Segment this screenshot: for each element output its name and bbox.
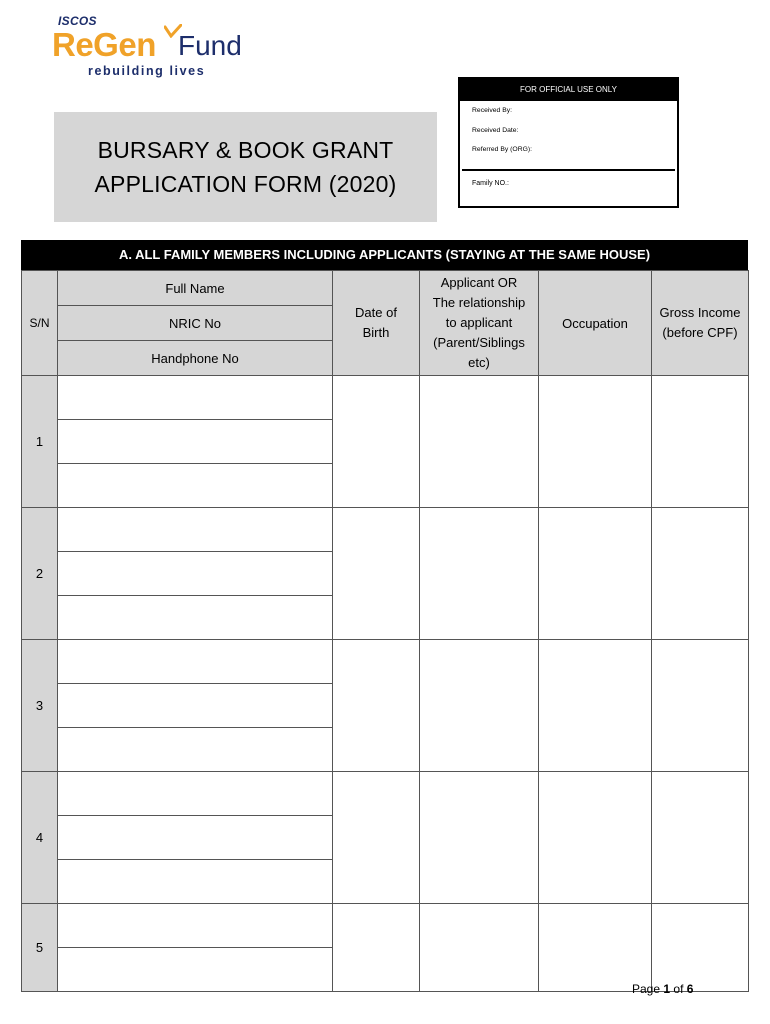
row-number: 5 bbox=[22, 904, 58, 992]
header-rel-line2: The relationship bbox=[432, 295, 526, 310]
page-current: 1 bbox=[663, 982, 671, 996]
date-of-birth-input[interactable] bbox=[333, 376, 420, 508]
header-income-line1: Gross Income bbox=[659, 305, 741, 320]
occupation-input[interactable] bbox=[539, 376, 652, 508]
page-label: Page bbox=[632, 982, 661, 996]
date-of-birth-input[interactable] bbox=[333, 640, 420, 772]
date-of-birth-input[interactable] bbox=[333, 508, 420, 640]
section-a-heading: A. ALL FAMILY MEMBERS INCLUDING APPLICANTS (STAYING AT THE SAME HOUSE) bbox=[21, 240, 748, 270]
logo-brand-main: ReGen bbox=[52, 26, 156, 63]
nric-input[interactable] bbox=[58, 816, 333, 860]
official-use-fields bbox=[462, 101, 675, 171]
received-by-field[interactable]: Received By: bbox=[472, 107, 513, 114]
row-number: 2 bbox=[22, 508, 58, 640]
logo-brand-sub: Fund bbox=[178, 30, 242, 61]
header-rel-line1: Applicant OR bbox=[440, 275, 518, 290]
family-no-field[interactable]: Family NO.: bbox=[472, 180, 509, 187]
full-name-input[interactable] bbox=[58, 640, 333, 684]
gross-income-input[interactable] bbox=[652, 508, 749, 640]
full-name-input[interactable] bbox=[58, 904, 333, 948]
date-of-birth-input[interactable] bbox=[333, 904, 420, 992]
header-dob-line1: Date of bbox=[355, 305, 397, 320]
relationship-input[interactable] bbox=[420, 508, 539, 640]
full-name-input[interactable] bbox=[58, 508, 333, 552]
handphone-input[interactable] bbox=[58, 860, 333, 904]
header-income-line2: (before CPF) bbox=[662, 325, 738, 340]
page-number bbox=[632, 982, 693, 996]
official-use-header: FOR OFFICIAL USE ONLY bbox=[460, 79, 677, 101]
header-nric: NRIC No bbox=[58, 306, 333, 341]
row-number: 1 bbox=[22, 376, 58, 508]
relationship-input[interactable] bbox=[420, 376, 539, 508]
header-sn: S/N bbox=[22, 271, 58, 376]
header-rel-line5: etc) bbox=[468, 355, 490, 370]
header-occupation: Occupation bbox=[539, 271, 652, 376]
received-date-field[interactable]: Received Date: bbox=[472, 127, 519, 134]
header-gross-income bbox=[652, 271, 749, 376]
relationship-input[interactable] bbox=[420, 640, 539, 772]
full-name-input[interactable] bbox=[58, 376, 333, 420]
nric-input[interactable] bbox=[58, 948, 333, 992]
row-number: 3 bbox=[22, 640, 58, 772]
header-rel-line4: (Parent/Siblings bbox=[433, 335, 525, 350]
nric-input[interactable] bbox=[58, 684, 333, 728]
relationship-input[interactable] bbox=[420, 772, 539, 904]
handphone-input[interactable] bbox=[58, 728, 333, 772]
header-date-of-birth bbox=[333, 271, 420, 376]
occupation-input[interactable] bbox=[539, 508, 652, 640]
page-total: 6 bbox=[686, 982, 694, 996]
form-title-line1: BURSARY & BOOK GRANT bbox=[97, 137, 394, 163]
gross-income-input[interactable] bbox=[652, 904, 749, 992]
form-title-box bbox=[54, 112, 437, 222]
row-number: 4 bbox=[22, 772, 58, 904]
logo-iscos-text: ISCOS bbox=[58, 14, 97, 28]
date-of-birth-input[interactable] bbox=[333, 772, 420, 904]
header-full-name: Full Name bbox=[58, 271, 333, 306]
form-title-line2: APPLICATION FORM (2020) bbox=[94, 171, 397, 197]
logo-tagline: rebuilding lives bbox=[88, 64, 206, 78]
header-handphone: Handphone No bbox=[58, 341, 333, 376]
header-rel-line3: to applicant bbox=[445, 315, 513, 330]
handphone-input[interactable] bbox=[58, 596, 333, 640]
gross-income-input[interactable] bbox=[652, 376, 749, 508]
relationship-input[interactable] bbox=[420, 904, 539, 992]
header-dob-line2: Birth bbox=[362, 325, 390, 340]
official-use-box bbox=[458, 77, 679, 208]
nric-input[interactable] bbox=[58, 552, 333, 596]
occupation-input[interactable] bbox=[539, 904, 652, 992]
handphone-input[interactable] bbox=[58, 464, 333, 508]
full-name-input[interactable] bbox=[58, 772, 333, 816]
page-of-label: of bbox=[673, 982, 684, 996]
regen-fund-logo bbox=[52, 12, 252, 82]
nric-input[interactable] bbox=[58, 420, 333, 464]
occupation-input[interactable] bbox=[539, 772, 652, 904]
family-members-table bbox=[21, 240, 748, 992]
header-relationship bbox=[420, 271, 539, 376]
occupation-input[interactable] bbox=[539, 640, 652, 772]
referred-by-field[interactable]: Referred By (ORG): bbox=[472, 146, 533, 153]
gross-income-input[interactable] bbox=[652, 772, 749, 904]
gross-income-input[interactable] bbox=[652, 640, 749, 772]
